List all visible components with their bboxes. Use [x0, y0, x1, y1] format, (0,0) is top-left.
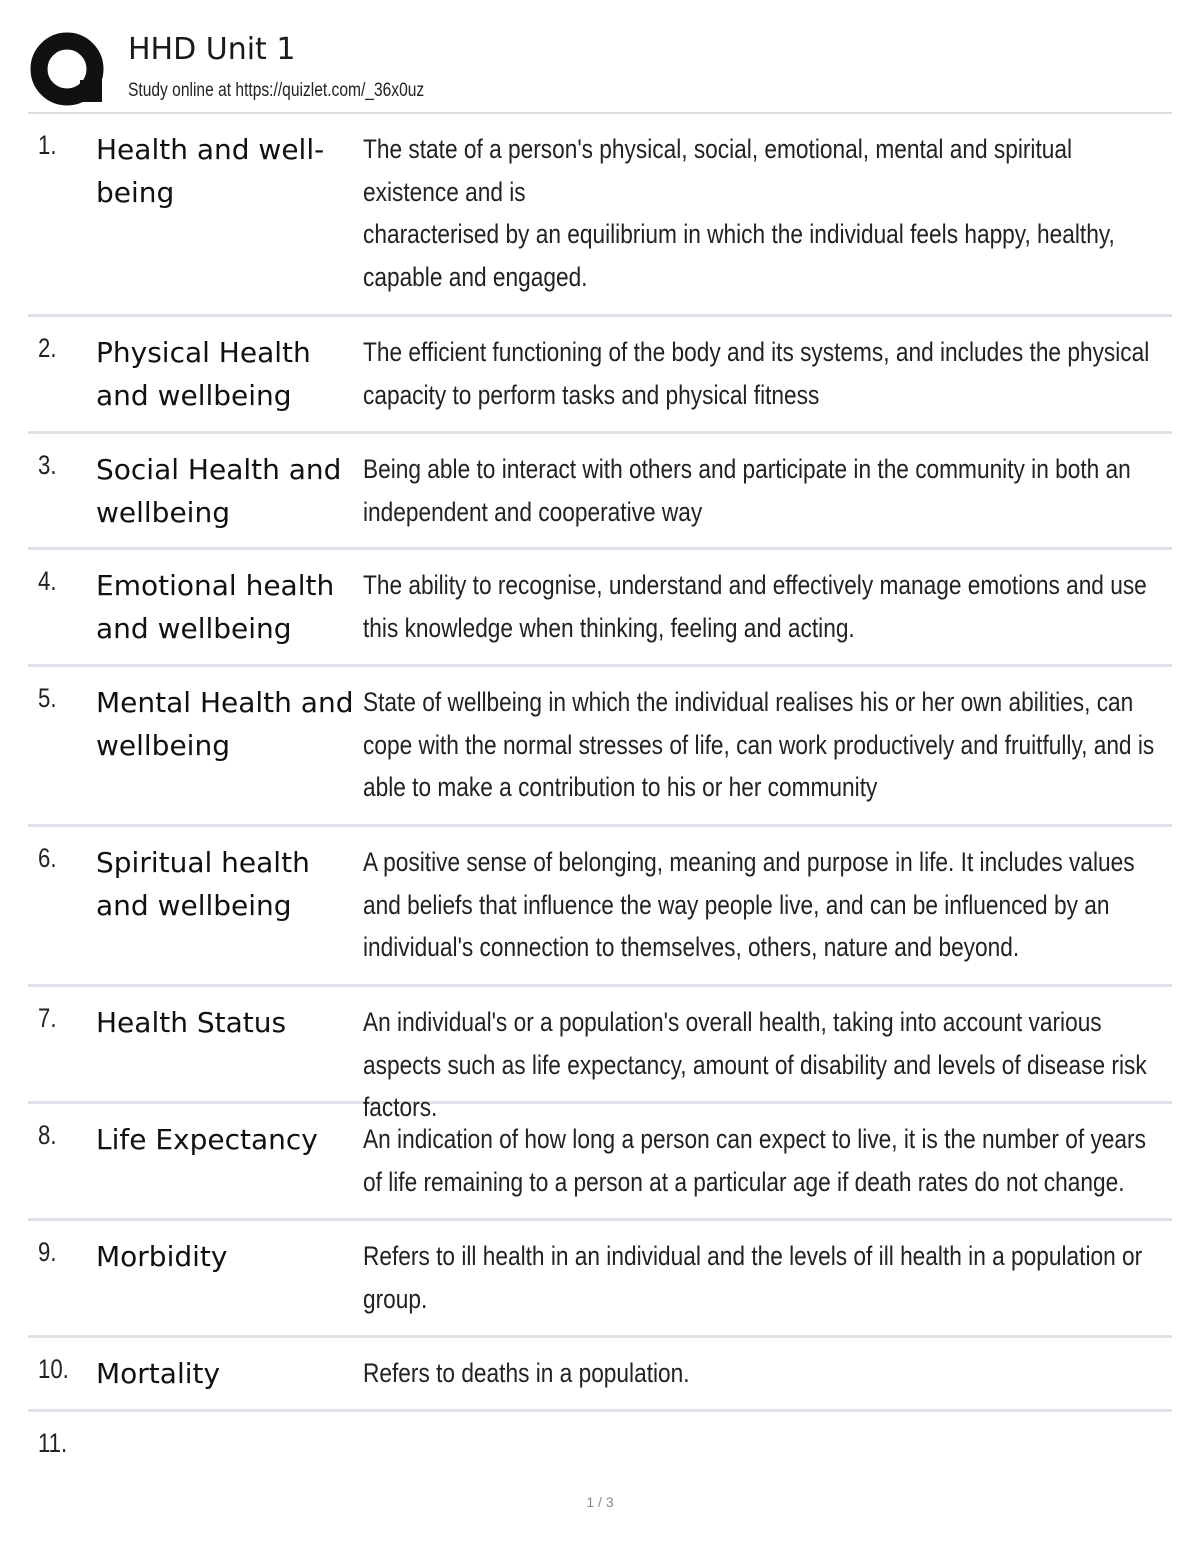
item-number: 7.: [38, 1003, 57, 1033]
item-number: 5.: [38, 683, 57, 713]
document-header: [30, 28, 1172, 112]
list-item: [28, 1104, 1172, 1221]
list-item: [28, 1338, 1172, 1412]
item-definition: The efficient functioning of the body and its systems, and includes the physical capacity to perform tasks and physical fitness: [363, 337, 1150, 410]
list-item: [28, 987, 1172, 1122]
list-item: [28, 317, 1172, 434]
item-definition: An indication of how long a person can expect to live, it is the number of years of life remaining to a person at a particular age if death rates do not change.: [363, 1124, 1146, 1197]
item-number: 3.: [38, 450, 57, 480]
item-number: 8.: [38, 1120, 57, 1150]
item-term: Emotional health and wellbeing: [96, 569, 335, 645]
item-term: Life Expectancy: [96, 1123, 318, 1156]
item-definition: An individual's or a population's overall health, taking into account various aspects such as life expectancy, amount of disability and levels of disease risk factors.: [363, 1007, 1147, 1122]
item-term: Mental Health and wellbeing: [96, 686, 354, 762]
item-definition: Refers to ill health in an individual and the levels of ill health in a population or group.: [363, 1241, 1143, 1314]
list-item: [28, 114, 1172, 317]
item-number: 1.: [38, 130, 57, 160]
page-number: 1 / 3: [586, 1494, 614, 1510]
list-item: [28, 1221, 1172, 1338]
list-item: [28, 667, 1172, 827]
list-item: [28, 1412, 1172, 1482]
item-definition: The ability to recognise, understand and effectively manage emotions and use this knowledge when thinking, feeling and acting.: [363, 570, 1147, 643]
item-term: Health Status: [96, 1006, 287, 1039]
list-item: [28, 434, 1172, 550]
item-definition: Being able to interact with others and participate in the community in both an independent and cooperative way: [363, 454, 1131, 527]
item-number: 9.: [38, 1237, 57, 1267]
list-item: [28, 550, 1172, 667]
list-item: [28, 827, 1172, 987]
item-term: Spiritual health and wellbeing: [96, 846, 310, 922]
item-number: 11.: [38, 1428, 68, 1458]
item-definition: State of wellbeing in which the individual realises his or her own abilities, can cope with the normal stresses of life, can work productively and fruitfully, and is able to make a contribution to his or her community: [363, 687, 1155, 802]
item-term: Mortality: [96, 1357, 221, 1390]
item-number: 10.: [38, 1354, 69, 1384]
study-online-link[interactable]: Study online at https://quizlet.com/_36x0uz: [128, 80, 425, 101]
item-number: 2.: [38, 333, 57, 363]
item-term: Morbidity: [96, 1240, 228, 1273]
item-number: 4.: [38, 566, 57, 596]
item-number: 6.: [38, 843, 57, 873]
item-term: Health and well-being: [96, 133, 325, 209]
item-definition: A positive sense of belonging, meaning and purpose in life. It includes values and beliefs that influence the way people live, and can be influenced by an individual's connection to themselves, others, nature and beyond.: [363, 847, 1135, 962]
item-term: Social Health and wellbeing: [96, 453, 342, 529]
document-title: HHD Unit 1: [128, 32, 296, 67]
item-term: Physical Health and wellbeing: [96, 336, 311, 412]
item-definition: Refers to deaths in a population.: [363, 1358, 690, 1388]
item-definition: The state of a person's physical, social, emotional, mental and spiritual existence and is characterised by an equilibrium in which the individual feels happy, healthy, capable and engaged.: [363, 134, 1115, 292]
flashcard-list: [28, 114, 1172, 1482]
quizlet-logo-icon: [30, 32, 108, 108]
